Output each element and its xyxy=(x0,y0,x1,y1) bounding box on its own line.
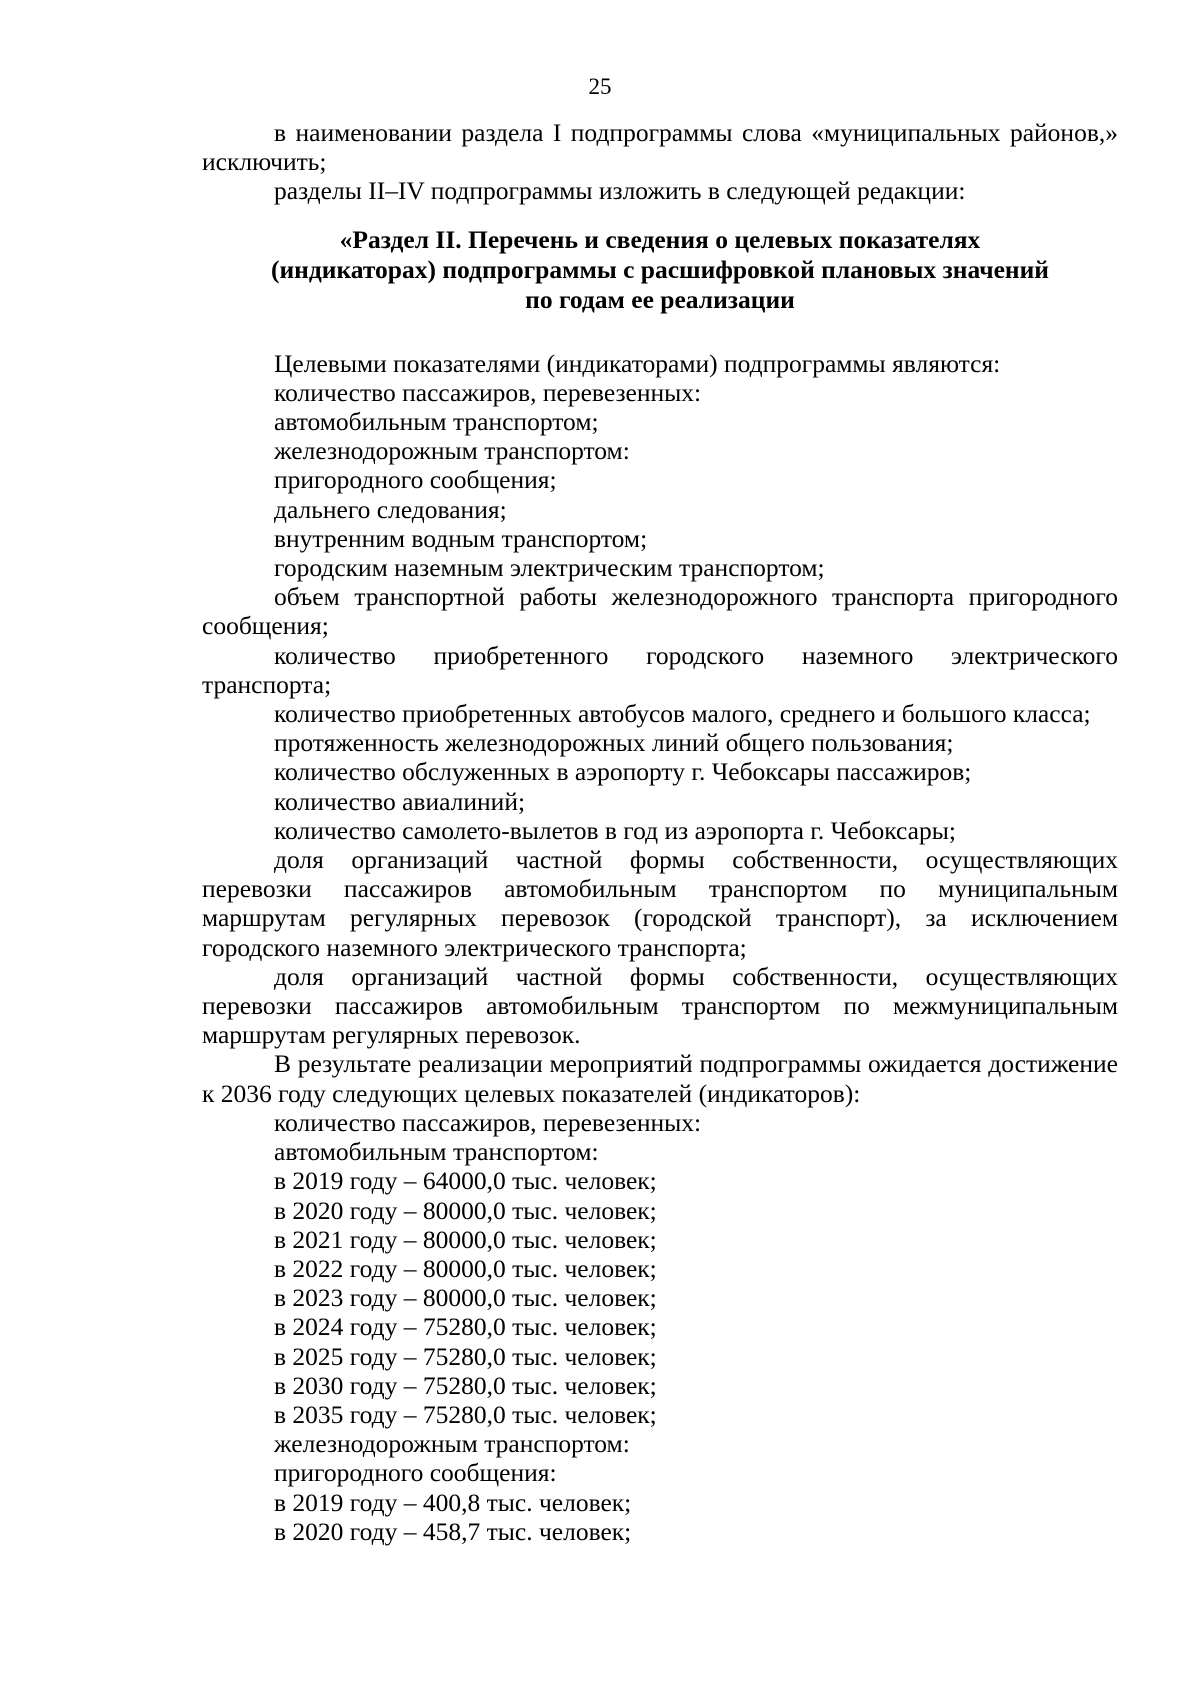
year-value-line: в 2030 году – 75280,0 тыс. человек; xyxy=(274,1370,657,1400)
year-value-line: в 2019 году – 400,8 тыс. человек; xyxy=(274,1487,632,1517)
paragraph-section-rename: в наименовании раздела I подпрограммы слова «муниципальных районов,» исключить; xyxy=(202,118,1118,177)
indicator-item: внутренним водным транспортом; xyxy=(274,523,648,553)
year-value-line: в 2035 году – 75280,0 тыс. человек; xyxy=(274,1399,657,1429)
section-heading-line: (индикаторах) подпрограммы с расшифровкой плановых значений xyxy=(271,254,1049,284)
indicator-item: протяженность железнодорожных линий общего пользования; xyxy=(274,728,954,758)
indicator-item: количество приобретенного городского наземного электрического транспорта; xyxy=(202,640,1118,699)
paragraph-sections-new-edition: разделы II–IV подпрограммы изложить в следующей редакции: xyxy=(274,176,966,206)
results-intro: В результате реализации мероприятий подпрограммы ожидается достижение к 2036 году следующих целевых показателей (индикаторов): xyxy=(202,1049,1118,1108)
result-line: автомобильным транспортом: xyxy=(274,1137,599,1167)
year-value-line: в 2020 году – 458,7 тыс. человек; xyxy=(274,1516,632,1546)
indicator-item: объем транспортной работы железнодорожного транспорта пригородного сообщения; xyxy=(202,582,1118,641)
page-number: 25 xyxy=(588,74,612,99)
indicator-item: количество авиалиний; xyxy=(274,786,526,816)
year-value-line: в 2021 году – 80000,0 тыс. человек; xyxy=(274,1224,657,1254)
year-value-line: в 2019 году – 64000,0 тыс. человек; xyxy=(274,1166,657,1196)
year-value-line: в 2023 году – 80000,0 тыс. человек; xyxy=(274,1283,657,1313)
indicator-item: количество обслуженных в аэропорту г. Чебоксары пассажиров; xyxy=(274,757,972,787)
indicator-item: доля организаций частной формы собственности, осуществляющих перевозки пассажиров автомобильным транспортом по межмуниципальным маршрутам регулярных перевозок. xyxy=(202,961,1118,1050)
indicator-item: автомобильным транспортом; xyxy=(274,407,599,437)
year-value-line: в 2024 году – 75280,0 тыс. человек; xyxy=(274,1312,657,1342)
indicator-item: количество приобретенных автобусов малого, среднего и большого класса; xyxy=(274,699,1091,729)
result-line: количество пассажиров, перевезенных: xyxy=(274,1107,702,1137)
indicator-item: количество самолето-вылетов в год из аэропорта г. Чебоксары; xyxy=(274,815,956,845)
document-body xyxy=(202,118,1118,1546)
indicators-intro: Целевыми показателями (индикаторами) подпрограммы являются: xyxy=(274,348,1001,378)
indicator-item: количество пассажиров, перевезенных: xyxy=(274,377,702,407)
year-value-line: в 2022 году – 80000,0 тыс. человек; xyxy=(274,1253,657,1283)
indicator-item: дальнего следования; xyxy=(274,494,507,524)
indicator-item: доля организаций частной формы собственности, осуществляющих перевозки пассажиров автомобильным транспортом по муниципальным маршрутам регулярных перевозок (городской транспорт), за исключением городского наземного электрического транспорта; xyxy=(202,845,1118,962)
section-heading xyxy=(202,225,1118,315)
indicator-item: городским наземным электрическим транспортом; xyxy=(274,553,825,583)
indicator-item: железнодорожным транспортом: xyxy=(274,436,630,466)
section-heading-line: «Раздел II. Перечень и сведения о целевых показателях xyxy=(339,224,981,254)
indicator-item: пригородного сообщения; xyxy=(274,465,557,495)
section-heading-line: по годам ее реализации xyxy=(525,284,795,314)
year-value-line: в 2020 году – 80000,0 тыс. человек; xyxy=(274,1195,657,1225)
result-line: железнодорожным транспортом: xyxy=(274,1429,630,1459)
result-line: пригородного сообщения: xyxy=(274,1458,557,1488)
year-value-line: в 2025 году – 75280,0 тыс. человек; xyxy=(274,1341,657,1371)
